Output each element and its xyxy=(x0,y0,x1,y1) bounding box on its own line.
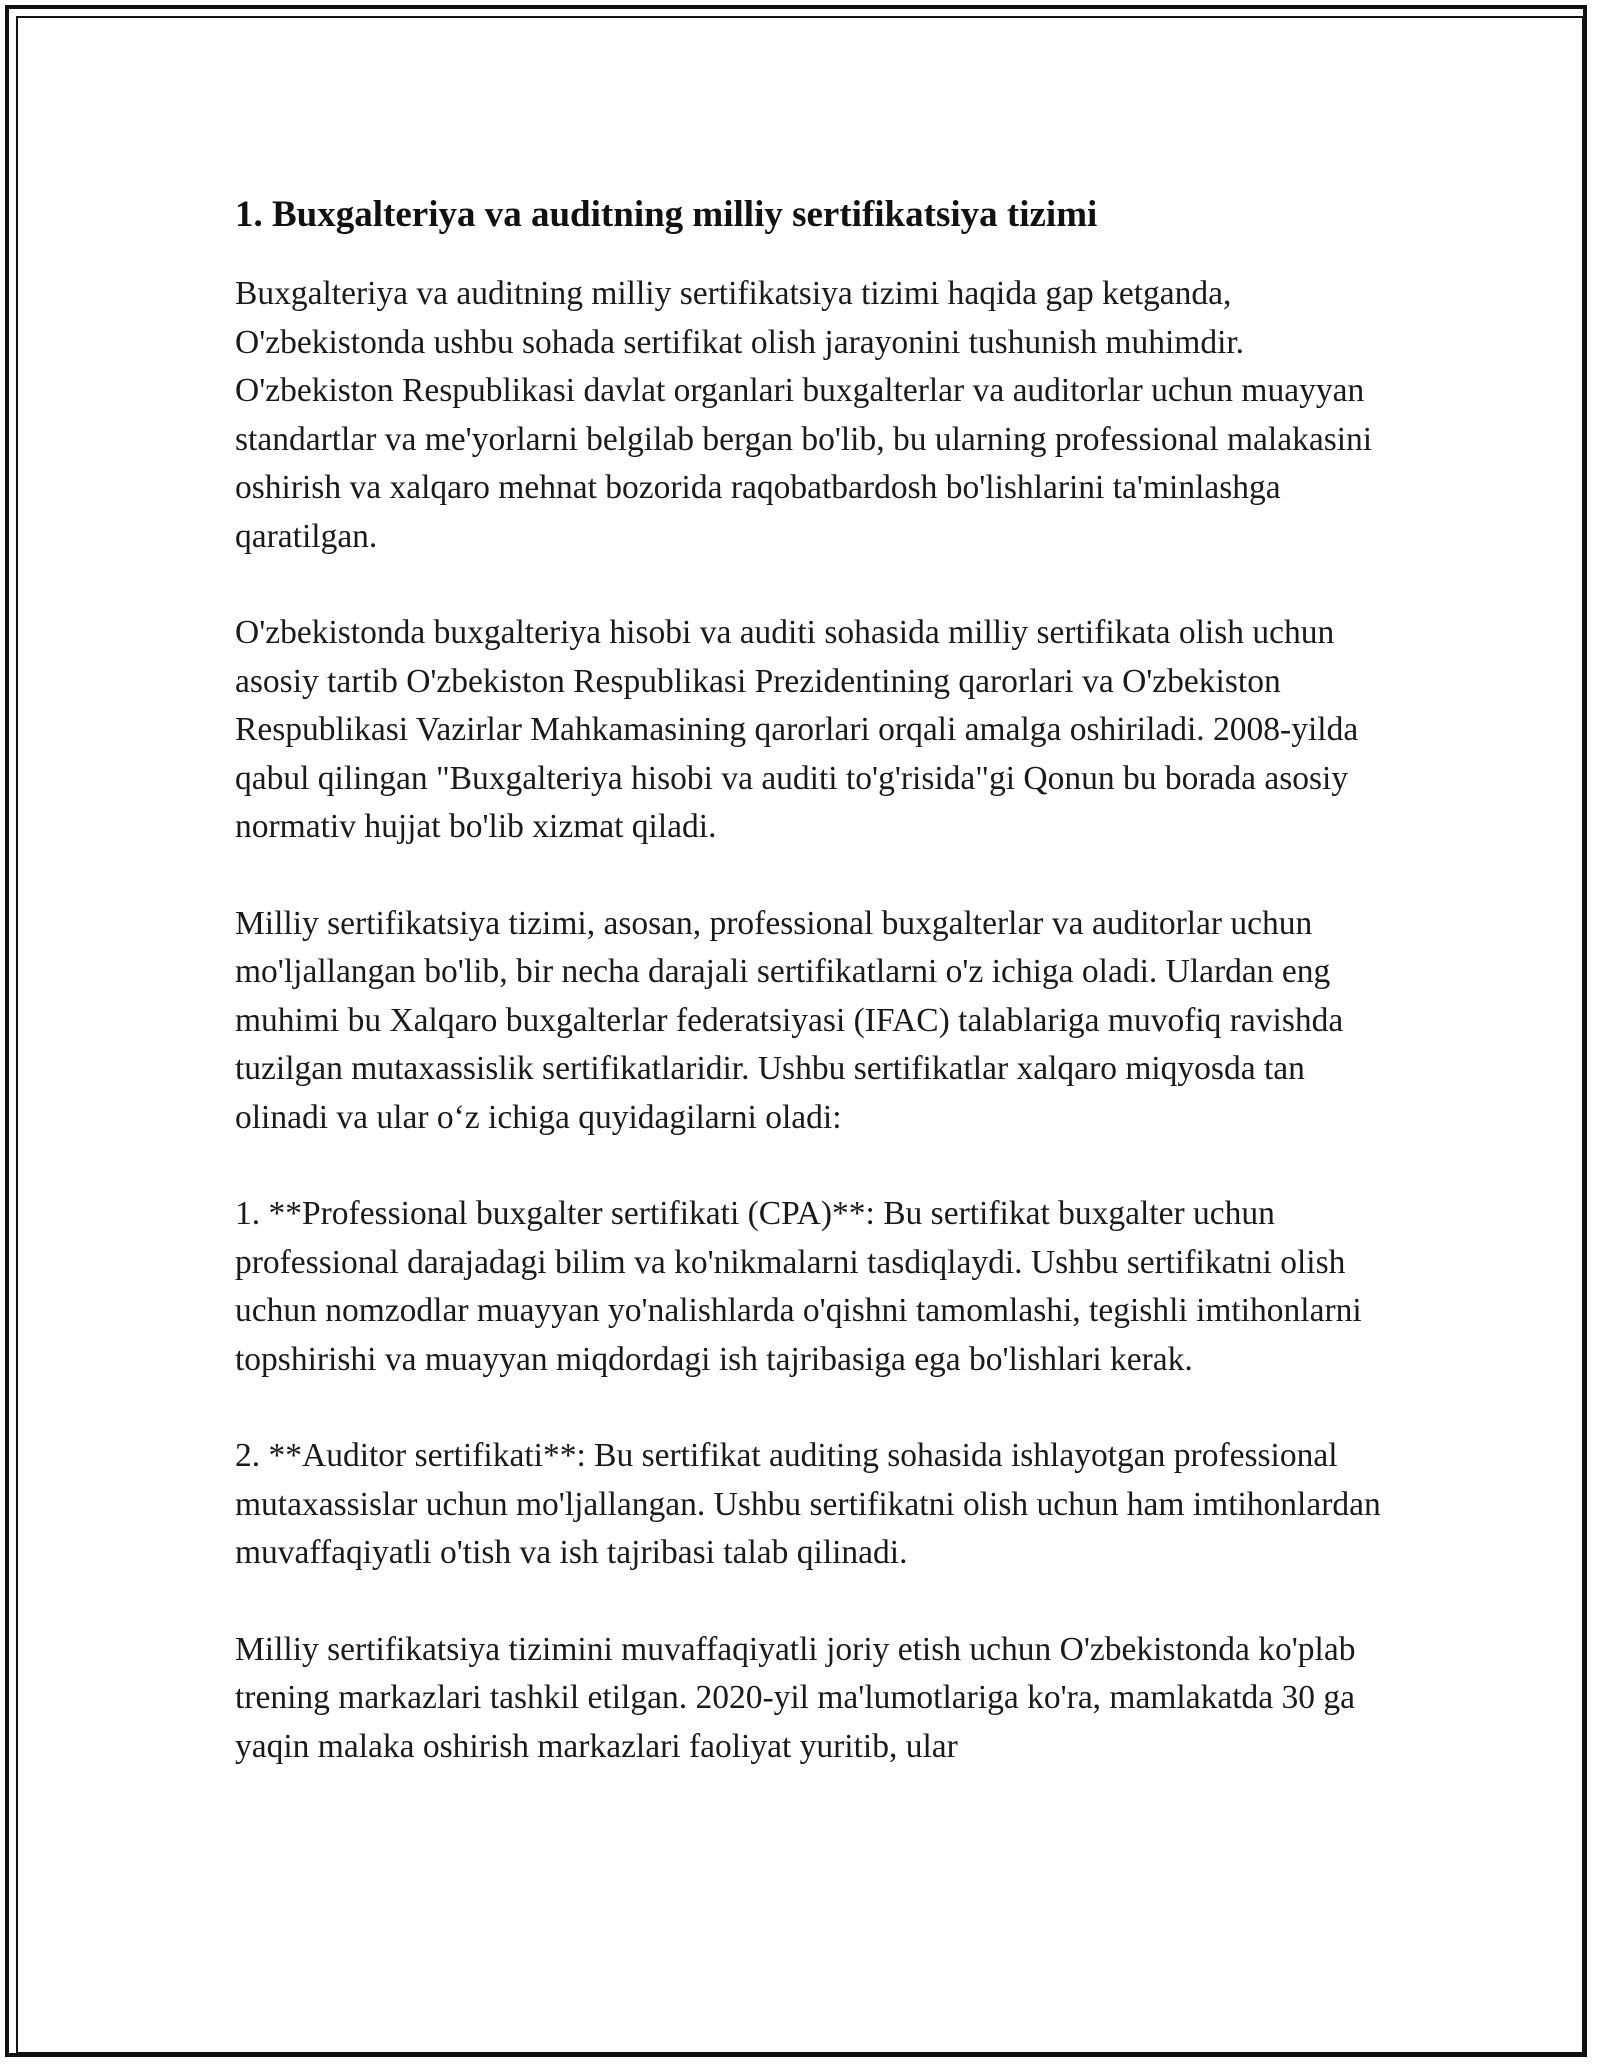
section-heading: 1. Buxgalteriya va auditning milliy sertifikatsiya tizimi xyxy=(235,194,1098,235)
paragraph-legal-basis: O'zbekistonda buxgalteriya hisobi va auditi sohasida milliy sertifikata olish uchun asosiy tartib O'zbekiston Respublikasi Prezidentining qarorlari va O'zbekiston Respublikasi Vazirlar Mahkamasining qarorlari orqali amalga oshiriladi. 2008-yilda qabul qilingan "Buxgalteriya hisobi va auditi to'g'risida"gi Qonun bu borada asosiy normativ hujjat bo'lib xizmat qiladi. xyxy=(235,614,1359,845)
document-body xyxy=(235,180,1385,1819)
paragraph-auditor-certificate: 2. **Auditor sertifikati**: Bu sertifikat auditing sohasida ishlayotgan professional mutaxassislar uchun mo'ljallangan. Ushbu sertifikatni olish uchun ham imtihonlardan muvaffaqiyatli o'tish va ish tajribasi talab qilinadi. xyxy=(235,1437,1381,1571)
paragraph-cpa-certificate: 1. **Professional buxgalter sertifikati (CPA)**: Bu sertifikat buxgalter uchun professional darajadagi bilim va ko'nikmalarni tasdiqlaydi. Ushbu sertifikatni olish uchun nomzodlar muayyan yo'nalishlarda o'qishni tamomlashi, tegishli imtihonlarni topshirishi va muayyan miqdordagi ish tajribasiga ega bo'lishlari kerak. xyxy=(235,1195,1362,1378)
paragraph-training-centers: Milliy sertifikatsiya tizimini muvaffaqiyatli joriy etish uchun O'zbekistonda ko'plab trening markazlari tashkil etilgan. 2020-yil ma'lumotlariga ko'ra, mamlakatda 30 ga yaqin malaka oshirish markazlari faoliyat yuritib, ular xyxy=(235,1630,1356,1765)
paragraph-intro: Buxgalteriya va auditning milliy sertifikatsiya tizimi haqida gap ketganda, O'zbekistonda ushbu sohada sertifikat olish jarayonini tushunish muhimdir. O'zbekiston Respublikasi davlat organlari buxgalterlar va auditorlar uchun muayyan standartlar va me'yorlarni belgilab bergan bo'lib, bu ularning professional malakasini oshirish va xalqaro mehnat bozorida raqobatbardosh bo'lishlarini ta'minlashga qaratilgan. xyxy=(235,275,1373,555)
paragraph-system-overview: Milliy sertifikatsiya tizimi, asosan, professional buxgalterlar va auditorlar uchun mo'ljallangan bo'lib, bir necha darajali sertifikatlarni o'z ichiga oladi. Ulardan eng muhimi bu Xalqaro buxgalterlar federatsiyasi (IFAC) talablariga muvofiq ravishda tuzilgan mutaxassislik sertifikatlaridir. Ushbu sertifikatlar xalqaro miqyosda tan olinadi va ular o‘z ichiga quyidagilarni oladi: xyxy=(235,904,1344,1136)
